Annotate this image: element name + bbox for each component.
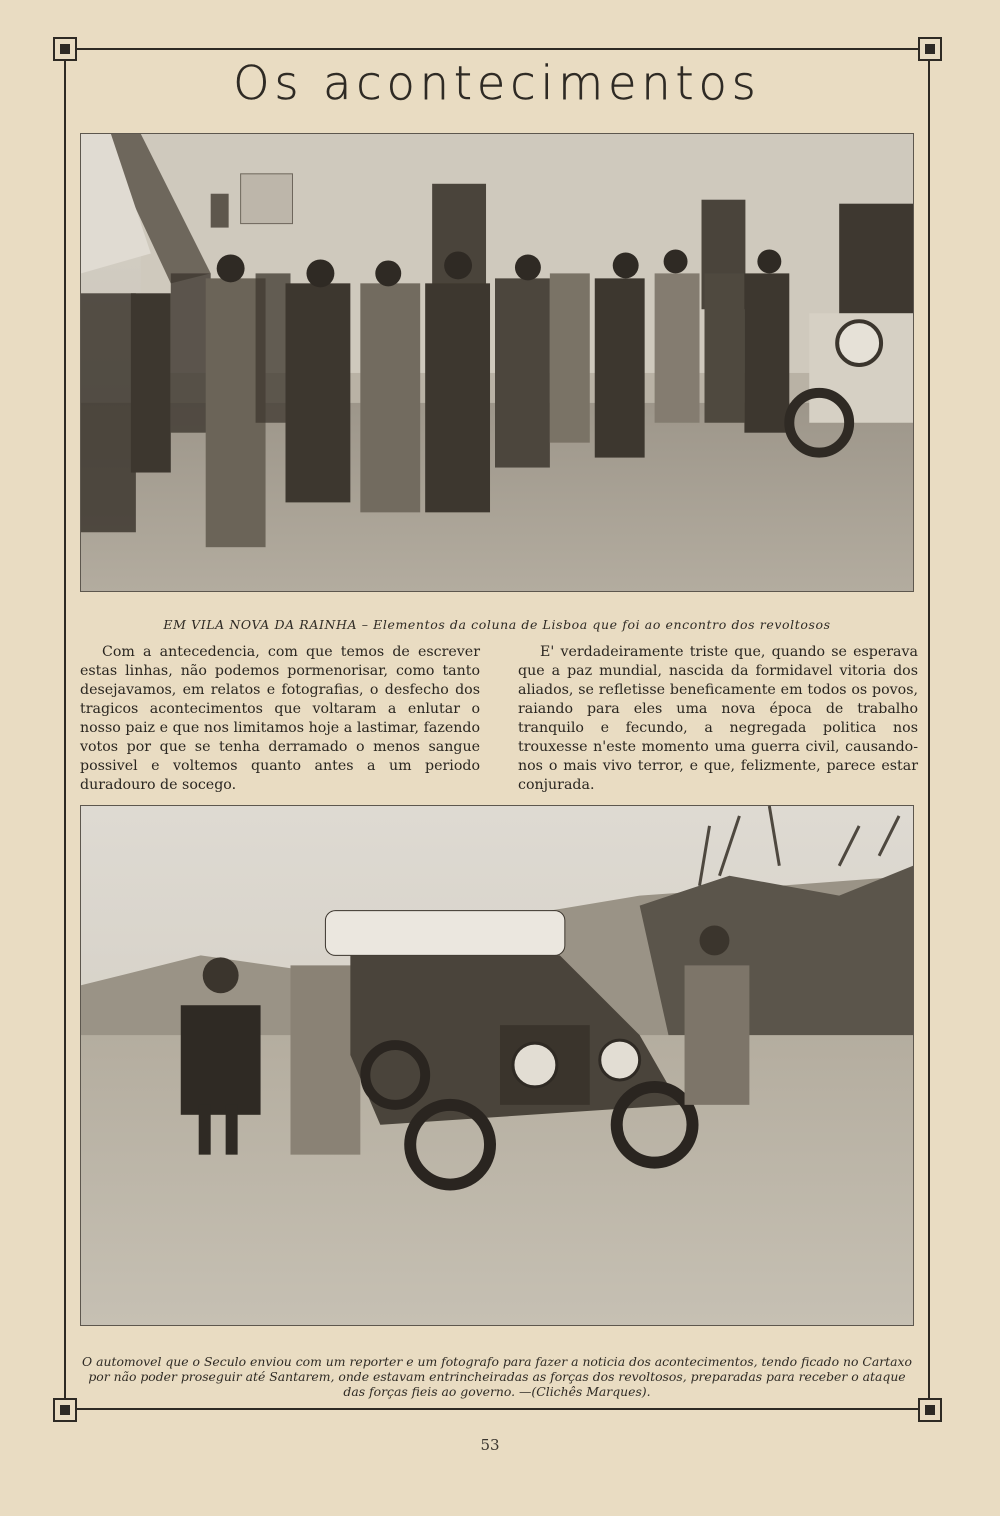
article-column-right: E' verdadeiramente triste que, quando se esperava que a paz mundial, nascida da formidavel vitoria dos aliados, se refletisse beneficamente em todos os povos, raiando para eles uma nova época de trabalho tranquilo e fecundo, a negregada politica nos trouxesse n'este momento uma guerra civil, causando-nos o mais vivo terror, e que, felizmente, parece estar conjurada. (518, 644, 918, 793)
photo-caption-bottom: O automovel que o Seculo enviou com um reporter e um fotografo para fazer a noticia dos acontecimentos, tendo ficado no Cartaxo por não poder proseguir até Santarem, onde estavam entrincheiradas as forças dos revoltosos, preparadas para receber o ataque das forças fieis ao governo. —(Clichês Marques). (82, 1354, 912, 1399)
corner-ornament-top-right (918, 37, 942, 61)
corner-ornament-top-left (53, 37, 77, 61)
article-column-left: Com a antecedencia, com que temos de escrever estas linhas, não podemos pormenorisar, como tanto desejavamos, em relatos e fotografias, o desfecho dos tragicos acontecimentos que voltaram a enlutar o nosso paiz e que nos limitamos hoje a lastimar, fazendo votos por que se tenha derramado o menos sangue possivel e voltemos quanto antes a um periodo duradouro de socego. (80, 644, 480, 793)
photo-automobile-cartaxo (80, 805, 914, 1326)
corner-ornament-bottom-right (918, 1398, 942, 1422)
photo-vila-nova-da-rainha (80, 133, 914, 592)
photo-caption-top: EM VILA NOVA DA RAINHA – Elementos da coluna de Lisboa que foi ao encontro dos revoltosos (163, 617, 831, 632)
page-title: Os acontecimentos (233, 56, 761, 110)
page-number: 53 (480, 1436, 500, 1454)
corner-ornament-bottom-left (53, 1398, 77, 1422)
